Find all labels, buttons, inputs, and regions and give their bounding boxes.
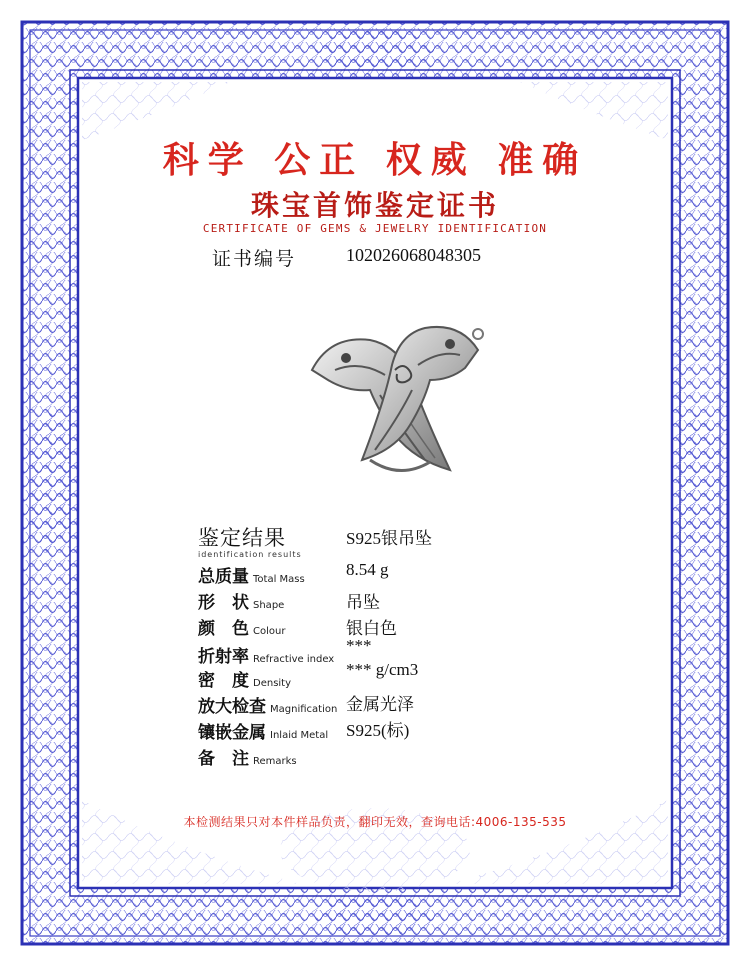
field-label-zh: 颜 色 — [198, 619, 249, 639]
field-label-colour — [198, 614, 285, 639]
identification-label — [198, 522, 302, 559]
field-label-zh: 折射率 — [198, 647, 249, 667]
pendant-image — [300, 310, 490, 490]
field-label-en: Total Mass — [253, 574, 305, 585]
field-label-zh: 放大检查 — [198, 697, 266, 717]
certificate-number-label: 证书编号 — [212, 248, 297, 270]
field-value-total-mass: 8.54 g — [346, 560, 389, 579]
field-label-zh: 密 度 — [198, 671, 249, 691]
field-label-en: Inlaid Metal — [270, 730, 329, 741]
field-label-en: Remarks — [253, 756, 297, 767]
field-label-en: Refractive index — [253, 654, 335, 665]
field-label-en: Shape — [253, 600, 285, 611]
field-label-total-mass — [198, 562, 305, 587]
field-label-magnification — [198, 692, 337, 717]
field-value-shape: 吊坠 — [346, 593, 380, 612]
field-label-refractive-index — [198, 642, 334, 667]
field-value-magnification: 金属光泽 — [346, 695, 414, 714]
field-label-zh: 镶嵌金属 — [198, 723, 266, 743]
identification-label-en: identification results — [198, 550, 302, 559]
field-value-refractive-index: *** — [346, 636, 372, 655]
field-label-en: Density — [253, 678, 292, 689]
field-label-zh: 总质量 — [198, 567, 249, 587]
field-label-shape — [198, 588, 284, 613]
field-label-zh: 备 注 — [198, 749, 249, 769]
field-value-colour: 银白色 — [346, 619, 397, 638]
field-label-density — [198, 666, 291, 691]
slogan: 科学 公正 权威 准确 — [162, 139, 588, 181]
field-label-inlaid-metal — [198, 718, 328, 743]
identification-label-zh: 鉴定结果 — [198, 526, 286, 550]
field-label-en: Magnification — [270, 704, 338, 715]
identification-value: S925银吊坠 — [346, 529, 432, 548]
field-label-en: Colour — [253, 626, 286, 637]
field-label-remarks — [198, 744, 297, 769]
certificate-number-value: 102026068048305 — [346, 245, 481, 265]
certificate-title-en: CERTIFICATE OF GEMS & JEWELRY IDENTIFICATION — [202, 222, 548, 235]
footer-note: 本检测结果只对本件样品负责，翻印无效，查询电话:4006-135-535 — [183, 815, 567, 829]
certificate-title: 珠宝首饰鉴定证书 — [250, 189, 499, 222]
field-value-inlaid-metal: S925(标) — [346, 721, 410, 740]
field-value-density: *** g/cm3 — [346, 660, 419, 679]
field-label-zh: 形 状 — [198, 593, 249, 613]
